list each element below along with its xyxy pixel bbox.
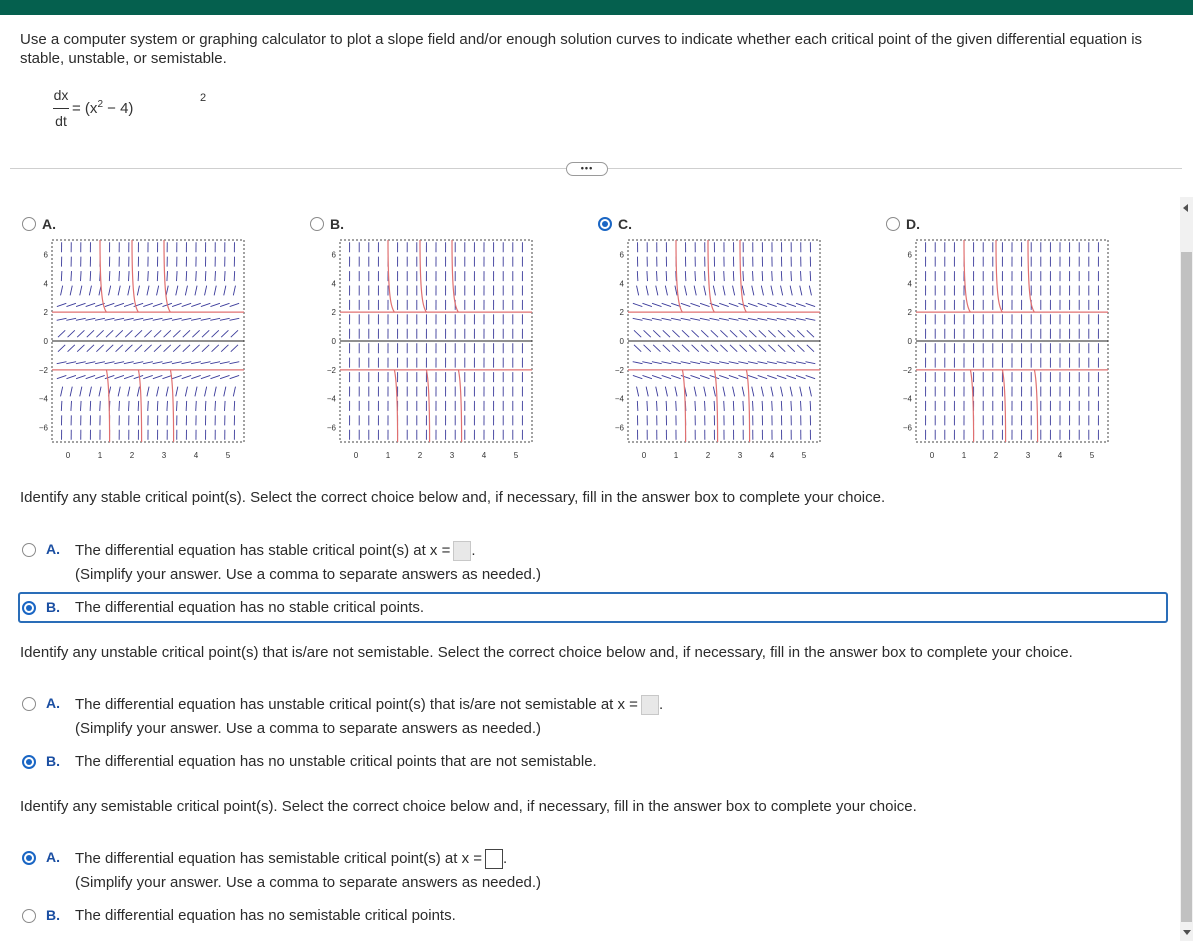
choice-label: A. [46,849,60,865]
y-tick-label: −6 [326,423,336,433]
x-tick-label: 3 [449,451,455,460]
y-tick-label: 0 [43,337,48,346]
fraction-bar [53,108,69,109]
graph-option-label: B. [330,216,344,232]
x-tick-label: 3 [161,451,167,460]
choice-label: B. [46,907,60,923]
x-tick-label: 2 [993,451,999,460]
radio-semistable-b[interactable] [22,909,36,923]
y-tick-label: −2 [614,365,624,375]
y-tick-label: 2 [331,308,336,318]
expand-more-button[interactable]: ••• [566,162,608,176]
x-tick-label: 1 [961,451,967,460]
rhs-close: − 4) [103,100,134,117]
x-tick-label: 3 [1025,451,1031,460]
slope-field-plot [874,236,1114,476]
question-semistable: Identify any semistable critical point(s). Select the correct choice below and, if necessary, fill in the answer box to complete your choice. [20,798,917,815]
radio-unstable-b[interactable] [22,755,36,769]
choice-label: B. [46,599,60,615]
choice-label: B. [46,753,60,769]
x-tick-label: 1 [97,451,103,460]
y-tick-label: −2 [38,365,48,375]
x-tick-label: 2 [417,451,423,460]
scroll-up-arrow-icon[interactable] [1183,204,1188,212]
y-tick-label: 4 [907,279,912,289]
choice-text: The differential equation has semistable critical point(s) at x = . [75,849,507,869]
x-tick-label: 4 [769,451,775,460]
scroll-down-arrow-icon[interactable] [1183,930,1191,935]
x-tick-label: 3 [737,451,743,460]
radio-unstable-a[interactable] [22,697,36,711]
slope-field-plot [298,236,538,476]
x-tick-label: 5 [801,451,807,460]
y-tick-label: 6 [331,250,336,260]
radio-semistable-a[interactable] [22,851,36,865]
y-tick-label: 2 [43,308,48,318]
y-tick-label: 0 [619,337,624,346]
y-tick-label: 4 [331,279,336,289]
choice-label: A. [46,695,60,711]
choice-label: A. [46,541,60,557]
y-tick-label: 2 [907,308,912,318]
equation-rhs [72,99,133,117]
y-tick-label: −4 [614,394,624,404]
y-tick-label: −4 [326,394,336,404]
radio-graph-c[interactable] [598,217,612,231]
x-tick-label: 5 [225,451,231,460]
y-tick-label: −4 [38,394,48,404]
rhs-open: = (x [72,100,98,117]
radio-stable-b[interactable] [22,601,36,615]
scrollbar-thumb[interactable] [1181,252,1192,922]
x-tick-label: 5 [1089,451,1095,460]
y-tick-label: 2 [619,308,624,318]
y-tick-label: 0 [331,337,336,346]
hint-stable: (Simplify your answer. Use a comma to separate answers as needed.) [75,566,542,583]
choice-text: The differential equation has unstable critical point(s) that is/are not semistable at x = . [75,695,663,715]
radio-graph-d[interactable] [886,217,900,231]
question-unstable: Identify any unstable critical point(s) that is/are not semistable. Select the correct choice below and, if necessary, fill in the answer box to complete your choice. [20,644,1073,661]
choice-text: The differential equation has no stable critical points. [75,599,425,616]
x-tick-label: 4 [481,451,487,460]
y-tick-label: −4 [902,394,912,404]
y-tick-label: 6 [43,250,48,260]
radio-graph-a[interactable] [22,217,36,231]
answer-box-unstable[interactable] [641,695,659,715]
y-tick-label: 0 [907,337,912,346]
hint-unstable: (Simplify your answer. Use a comma to separate answers as needed.) [75,720,542,737]
graph-option-label: A. [42,216,56,232]
slope-field-plot [586,236,826,476]
y-tick-label: −6 [38,423,48,433]
x-tick-label: 0 [929,451,935,460]
choice-text-span: The differential equation has semistable critical point(s) at x = [75,849,483,867]
instructions: Use a computer system or graphing calculator to plot a slope field and/or enough solution curves to indicate whether each critical point of the given differential equation is stable, unstable, or semistable. [20,31,1143,67]
question-stable: Identify any stable critical point(s). Select the correct choice below and, if necessary, fill in the answer box to complete your choice. [20,489,886,506]
x-tick-label: 4 [193,451,199,460]
y-tick-label: −2 [902,365,912,375]
choice-text: The differential equation has stable critical point(s) at x = . [75,541,476,561]
choice-text-span: The differential equation has stable critical point(s) at x = [75,541,451,559]
y-tick-label: 4 [43,279,48,289]
y-tick-label: −6 [614,423,624,433]
x-tick-label: 0 [65,451,71,460]
choice-text-span: The differential equation has unstable critical point(s) that is/are not semistable at x = [75,695,638,713]
x-tick-label: 1 [385,451,391,460]
top-bar [0,0,1193,15]
y-tick-label: 4 [619,279,624,289]
x-tick-label: 4 [1057,451,1063,460]
x-tick-label: 2 [705,451,711,460]
y-tick-label: 6 [619,250,624,260]
graph-option-label: C. [618,216,632,232]
x-tick-label: 5 [513,451,519,460]
graph-option-label: D. [906,216,920,232]
x-tick-label: 0 [641,451,647,460]
y-tick-label: −6 [902,423,912,433]
choice-text: The differential equation has no unstable critical points that are not semistable. [75,753,597,770]
y-tick-label: −2 [326,365,336,375]
x-tick-label: 2 [129,451,135,460]
inner-exponent: 2 [97,99,103,110]
choice-text: The differential equation has no semistable critical points. [75,907,456,924]
fraction-numerator: dx [53,87,69,103]
x-tick-label: 1 [673,451,679,460]
answer-box-semistable[interactable] [485,849,503,869]
outer-exponent: 2 [200,92,207,104]
slope-field-plot [10,236,250,476]
y-tick-label: 6 [907,250,912,260]
radio-graph-b[interactable] [310,217,324,231]
hint-semistable: (Simplify your answer. Use a comma to separate answers as needed.) [75,874,542,891]
answer-box-stable[interactable] [453,541,471,561]
x-tick-label: 0 [353,451,359,460]
radio-stable-a[interactable] [22,543,36,557]
fraction-denominator: dt [55,113,67,129]
